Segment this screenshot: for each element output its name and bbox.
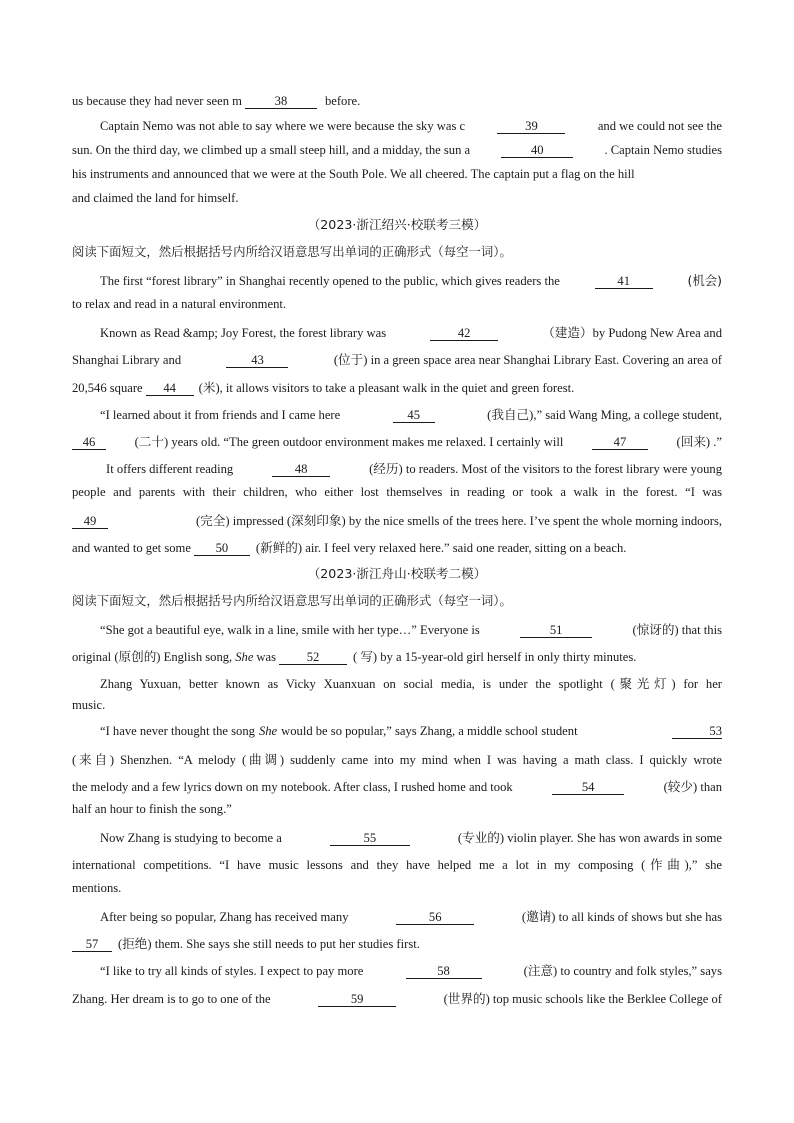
text-line (72, 537, 722, 556)
text-run: (回来) .” (676, 435, 722, 449)
text-run: (世界的) top music schools like the Berklee College of (443, 992, 722, 1006)
text-run: Shanghai Library and (72, 353, 182, 367)
text-line (72, 510, 722, 529)
text-run: and we could not see the (597, 119, 722, 133)
answer-blank-54[interactable]: 54 (552, 781, 624, 795)
text-line (100, 827, 722, 846)
text-run: international competitions. “I have music lessons and they have helped me a lot in my composing (作曲),” she (72, 858, 722, 872)
answer-blank-43[interactable]: 43 (226, 354, 288, 368)
answer-blank-49[interactable]: 49 (72, 515, 108, 529)
answer-blank-39[interactable]: 39 (497, 120, 565, 134)
text-run: music. (72, 698, 106, 712)
answer-blank-47[interactable]: 47 (592, 436, 648, 450)
text-line (72, 431, 722, 450)
answer-blank-42[interactable]: 42 (430, 327, 498, 341)
text-run: ( 写) by a 15-year-old girl herself in only thirty minutes. (353, 650, 637, 664)
text-run: would be so popular,” says Zhang, a middle school student (281, 724, 578, 738)
text-run: After being so popular, Zhang has received many (100, 910, 349, 924)
text-run: “I learned about it from friends and I came here (100, 408, 341, 422)
text-run: his instruments and announced that we were at the South Pole. We all cheered. The captain put a flag on the hill (72, 167, 635, 181)
answer-blank-51[interactable]: 51 (520, 624, 592, 638)
text-run: people and parents with their children, who either lost themselves in reading or took a walk in the forest. “I was (72, 485, 722, 499)
text-line (72, 485, 722, 500)
text-line (100, 404, 722, 423)
text-line (100, 322, 722, 341)
text-run: Zhang. Her dream is to go to one of the (72, 992, 271, 1006)
text-line (100, 619, 722, 638)
text-line (72, 94, 722, 109)
text-line (72, 988, 722, 1007)
text-line (100, 271, 722, 289)
answer-blank-53[interactable]: 53 (672, 725, 722, 739)
text-line (106, 458, 722, 477)
text-run: and wanted to get some (72, 541, 191, 555)
text-run: (新鲜的) air. I feel very relaxed here.” said one reader, sitting on a beach. (255, 541, 627, 555)
text-run: The first “forest library” in Shanghai recently opened to the public, which gives readers the (100, 274, 560, 288)
text-run: Captain Nemo was not able to say where we were because the sky was c (100, 119, 466, 133)
text-run: “I like to try all kinds of styles. I expect to pay more (100, 964, 364, 978)
text-line (72, 349, 722, 368)
text-run: Now Zhang is studying to become a (100, 831, 282, 845)
text-line (72, 698, 722, 713)
text-run: “I have never thought the song (100, 724, 255, 738)
answer-blank-41[interactable]: 41 (595, 275, 653, 289)
text-run: the melody and a few lyrics down on my notebook. After class, I rushed home and took (72, 780, 513, 794)
instruction-text: 阅读下面短文，然后根据括号内所给汉语意思写出单词的正确形式（每空一词）。 (72, 244, 512, 259)
song-title: She (258, 724, 278, 738)
answer-blank-44[interactable]: 44 (146, 382, 194, 396)
text-run: (专业的) violin player. She has won awards in some (457, 831, 722, 845)
answer-blank-55[interactable]: 55 (330, 832, 410, 846)
text-run: Known as Read &amp; Joy Forest, the forest library was (100, 326, 387, 340)
text-run: sun. On the third day, we climbed up a small steep hill, and a midday, the sun a (72, 143, 471, 157)
text-run: and claimed the land for himself. (72, 191, 239, 205)
text-run: original (原创的) English song, (72, 650, 233, 664)
text-run: before. (324, 94, 361, 108)
text-run: was (256, 650, 276, 664)
answer-blank-38[interactable]: 38 (245, 95, 317, 109)
text-line (72, 377, 722, 396)
answer-blank-48[interactable]: 48 (272, 463, 330, 477)
text-line (72, 776, 722, 795)
answer-blank-57[interactable]: 57 (72, 938, 112, 952)
text-run: (拒绝) them. She says she still needs to put her studies first. (118, 937, 420, 951)
text-run: mentions. (72, 881, 122, 895)
text-line (72, 854, 722, 873)
text-run: (我自己),” said Wang Ming, a college student, (487, 408, 722, 422)
text-line (100, 906, 722, 925)
song-title: She (235, 650, 254, 664)
text-run: to relax and read in a natural environment. (72, 297, 287, 311)
answer-blank-56[interactable]: 56 (396, 911, 474, 925)
text-line (100, 960, 722, 979)
text-line (72, 933, 722, 952)
text-run: (来自) Shenzhen. “A melody (曲调) suddenly came into my mind when I was having a math class. I quickly wrote (72, 753, 722, 767)
text-run: (位于) in a green space area near Shanghai Library East. Covering an area of (333, 353, 722, 367)
answer-blank-52[interactable]: 52 (279, 651, 347, 665)
text-line (100, 724, 722, 739)
text-line (100, 119, 722, 134)
text-line (72, 167, 722, 182)
source-heading: （2023·浙江绍兴·校联考三模） (307, 217, 487, 232)
text-run: 20,546 square (72, 381, 143, 395)
text-line (72, 749, 722, 768)
answer-blank-40[interactable]: 40 (501, 144, 573, 158)
answer-blank-45[interactable]: 45 (393, 409, 435, 423)
text-run: us because they had never seen m (72, 94, 242, 108)
text-line (72, 881, 722, 896)
text-run: (完全) impressed (深刻印象) by the nice smells of the trees here. I’ve spent the whole morning indoors, (195, 514, 722, 528)
text-line (72, 143, 722, 158)
hint-text: (机会) (687, 273, 722, 288)
text-run: (二十) years old. “The green outdoor environment makes me relaxed. I certainly will (134, 435, 564, 449)
text-run: (较少) than (663, 780, 722, 794)
text-line (100, 673, 722, 692)
text-run: “She got a beautiful eye, walk in a line, smile with her type…” Everyone is (100, 623, 480, 637)
text-line (72, 297, 722, 312)
text-run: (经历) to readers. Most of the visitors to the forest library were young (369, 462, 722, 476)
instruction-text: 阅读下面短文，然后根据括号内所给汉语意思写出单词的正确形式（每空一词）。 (72, 593, 512, 608)
text-run: Zhang Yuxuan, better known as Vicky Xuanxuan on social media, is under the spotlight (聚光灯) for her (100, 677, 722, 691)
text-line (72, 191, 722, 206)
text-line (72, 646, 722, 665)
source-heading: （2023·浙江舟山·校联考二模） (307, 566, 487, 581)
text-run: (米), it allows visitors to take a pleasant walk in the quiet and green forest. (198, 381, 575, 395)
text-run: (惊讶的) that this (632, 623, 722, 637)
text-run: (注意) to country and folk styles,” says (523, 964, 722, 978)
answer-blank-50[interactable]: 50 (194, 542, 250, 556)
text-run: half an hour to finish the song.” (72, 802, 232, 816)
answer-blank-46[interactable]: 46 (72, 436, 106, 450)
text-line (72, 802, 722, 817)
text-run: （建造）by Pudong New Area and (542, 326, 722, 340)
text-run: It offers different reading (106, 462, 234, 476)
text-run: . Captain Nemo studies (604, 143, 722, 157)
answer-blank-58[interactable]: 58 (406, 965, 482, 979)
text-run: (邀请) to all kinds of shows but she has (521, 910, 722, 924)
answer-blank-59[interactable]: 59 (318, 993, 396, 1007)
